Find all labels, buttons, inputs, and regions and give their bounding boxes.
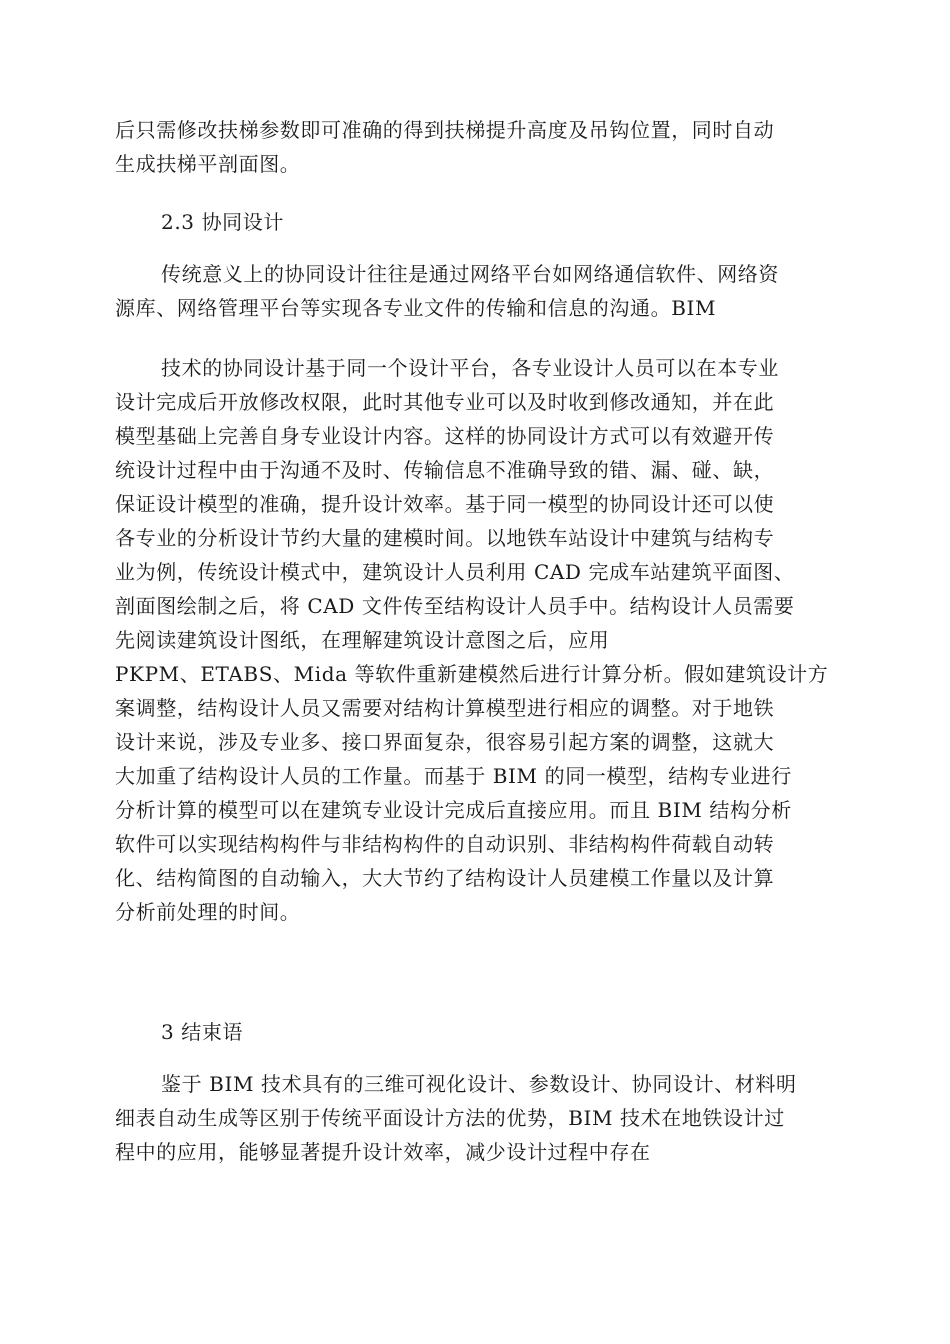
text-line: 软件可以实现结构构件与非结构构件的自动识别、非结构构件荷载自动转 <box>115 832 775 856</box>
text-line: 技术的协同设计基于同一个设计平台，各专业设计人员可以在本专业 <box>161 356 779 380</box>
text-line: 剖面图绘制之后，将 CAD 文件传至结构设计人员手中。结构设计人员需要 <box>115 594 795 618</box>
text-line: 大加重了结构设计人员的工作量。而基于 BIM 的同一模型，结构专业进行 <box>115 764 792 788</box>
text-line: 程中的应用，能够显著提升设计效率，减少设计过程中存在 <box>115 1140 651 1164</box>
text-line: 分析前处理的时间。 <box>115 900 301 924</box>
text-line: 各专业的分析设计节约大量的建模时间。以地铁车站设计中建筑与结构专 <box>115 526 775 550</box>
text-line: 模型基础上完善自身专业设计内容。这样的协同设计方式可以有效避开传 <box>115 424 775 448</box>
paragraph-escalator-end <box>115 113 835 181</box>
paragraph-traditional-collab <box>115 257 835 325</box>
text-line: 细表自动生成等区别于传统平面设计方法的优势，BIM 技术在地铁设计过 <box>115 1106 785 1130</box>
paragraph-conclusion <box>115 1067 835 1169</box>
text-line: 设计来说，涉及专业多、接口界面复杂，很容易引起方案的调整，这就大 <box>115 730 775 754</box>
text-line: 生成扶梯平剖面图。 <box>115 152 301 176</box>
text-line: 设计完成后开放修改权限，此时其他专业可以及时收到修改通知，并在此 <box>115 390 775 414</box>
text-line: 先阅读建筑设计图纸，在理解建筑设计意图之后，应用 <box>115 628 610 652</box>
text-line: 业为例，传统设计模式中，建筑设计人员利用 CAD 完成车站建筑平面图、 <box>115 560 795 584</box>
text-line: 传统意义上的协同设计往往是通过网络平台如网络通信软件、网络资 <box>161 262 779 286</box>
text-line: 化、结构简图的自动输入，大大节约了结构设计人员建模工作量以及计算 <box>115 866 775 890</box>
section-heading-3: 3 结束语 <box>161 1020 244 1044</box>
paragraph-bim-collab <box>115 351 835 929</box>
section-heading-2-3: 2.3 协同设计 <box>161 210 284 234</box>
text-line: 保证设计模型的准确，提升设计效率。基于同一模型的协同设计还可以使 <box>115 492 775 516</box>
text-line: 分析计算的模型可以在建筑专业设计完成后直接应用。而且 BIM 结构分析 <box>115 798 792 822</box>
text-line: 案调整，结构设计人员又需要对结构计算模型进行相应的调整。对于地铁 <box>115 696 775 720</box>
text-line: PKPM、ETABS、Mida 等软件重新建模然后进行计算分析。假如建筑设计方 <box>115 662 829 686</box>
text-line: 源库、网络管理平台等实现各专业文件的传输和信息的沟通。BIM <box>115 296 717 320</box>
text-line: 后只需修改扶梯参数即可准确的得到扶梯提升高度及吊钩位置，同时自动 <box>115 118 775 142</box>
text-line: 统设计过程中由于沟通不及时、传输信息不准确导致的错、漏、碰、缺， <box>115 458 775 482</box>
text-line: 鉴于 BIM 技术具有的三维可视化设计、参数设计、协同设计、材料明 <box>161 1072 797 1096</box>
